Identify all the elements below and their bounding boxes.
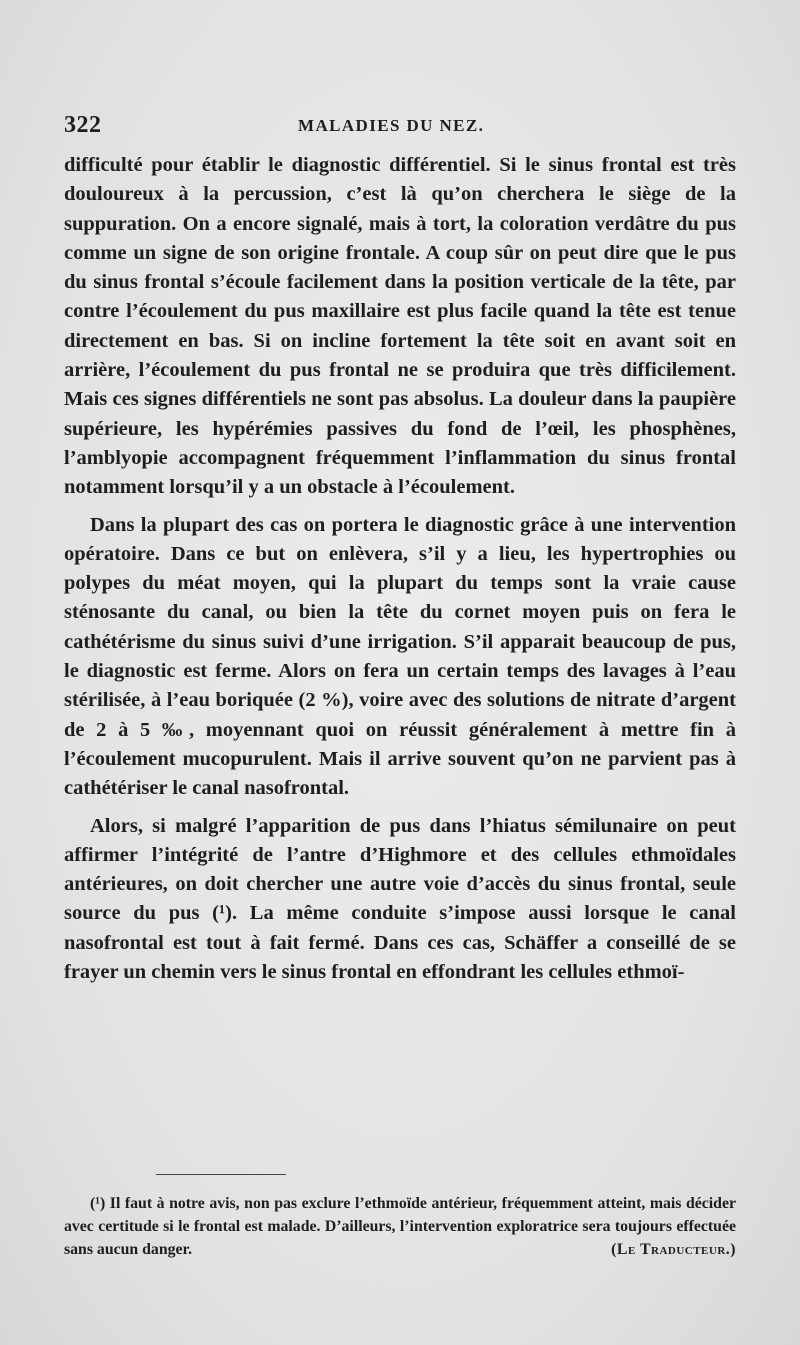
- running-title: MALADIES DU NEZ.: [298, 116, 485, 135]
- paragraph-3: Alors, si malgré l’apparition de pus dans l’hiatus sémilunaire on peut affirmer l’intégrité de l’antre d’Highmore et des cellules ethmoïdales antérieures, on doit chercher une autre voie d’accès du sinus frontal, seule source du pus (¹). La même conduite s’impose aussi lorsque le canal nasofrontal est tout à fait fermé. Dans ces cas, Schäffer a conseillé de se frayer un chemin vers le sinus frontal en effondrant les cellules ethmoï-: [64, 814, 736, 984]
- paragraph-1: difficulté pour établir le diagnostic différentiel. Si le sinus frontal est très douloureux à la percussion, c’est là qu’on cherchera le siège de la suppuration. On a encore signalé, mais à tort, la coloration verdâtre du pus comme un signe de son origine frontale. A coup sûr on peut dire que le pus du sinus frontal s’écoule facilement dans la position verticale de la tête, par contre l’écoulement du pus maxillaire est plus facile quand la tête est tenue directement en bas. Si on incline fortement la tête soit en avant soit en arrière, l’écoulement du pus frontal ne se produira que très difficilement. Mais ces signes différentiels ne sont pas absolus. La douleur dans la paupière supérieure, les hypérémies passives du fond de l’œil, les phosphènes, l’amblyopie accompagnent fréquemment l’inflammation du sinus frontal notamment lorsqu’il y a un obstacle à l’écoulement.: [64, 154, 736, 499]
- page-number: 322: [64, 112, 102, 138]
- footnote: [64, 1192, 736, 1261]
- running-head: [64, 112, 736, 144]
- footnote-divider: [156, 1174, 286, 1175]
- footnote-text: (¹) Il faut à notre avis, non pas exclure l’ethmoïde antérieur, fréquemment atteint, mais décider avec certitude si le frontal est malade. D’ailleurs, l’intervention exploratrice sera toujours effectuée sans aucun danger.: [64, 1195, 736, 1258]
- footnote-signature: (Le Traducteur.): [611, 1241, 736, 1258]
- paragraph-2: Dans la plupart des cas on portera le diagnostic grâce à une intervention opératoire. Dans ce but on enlèvera, s’il y a lieu, les hypertrophies ou polypes du méat moyen, qui la plupart du temps sont la vraie cause sténosante du canal, ou bien la tête du cornet moyen puis on fera le cathétérisme du sinus suivi d’une irrigation. S’il apparait beaucoup de pus, le diagnostic est ferme. Alors on fera un certain temps des lavages à l’eau stérilisée, à l’eau boriquée (2 %), voire avec des solutions de nitrate d’argent de 2 à 5 ‰, moyennant quoi on réussit généralement à mettre fin à l’écoulement mucopurulent. Mais il arrive souvent qu’on ne parvient pas à cathétériser le canal nasofrontal.: [64, 513, 736, 800]
- body-text: [64, 151, 736, 987]
